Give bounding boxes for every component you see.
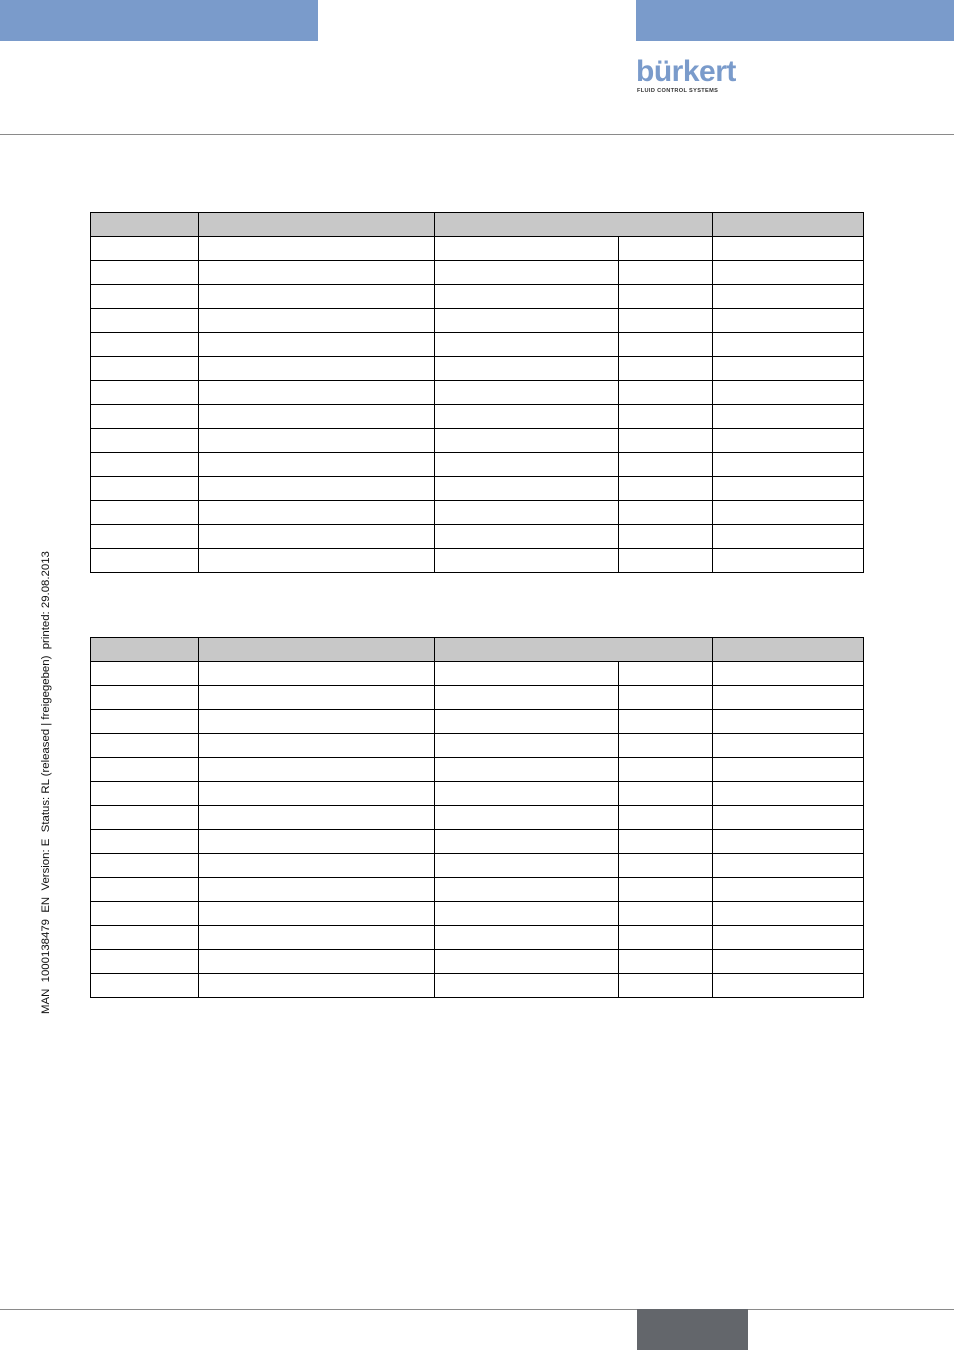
table-cell: [435, 549, 619, 573]
table-cell: [619, 782, 713, 806]
table-cell: [199, 758, 435, 782]
table-cell: [619, 830, 713, 854]
table-cell: [199, 926, 435, 950]
table-cell: [713, 686, 864, 710]
table-cell: [435, 806, 619, 830]
table-row: [91, 357, 864, 381]
table-cell: [91, 429, 199, 453]
table-cell: [713, 974, 864, 998]
table-cell: [619, 950, 713, 974]
table-cell: [619, 237, 713, 261]
logo-tagline: FLUID CONTROL SYSTEMS: [637, 88, 719, 94]
table-cell: [91, 357, 199, 381]
table-cell: [713, 261, 864, 285]
table-cell: [91, 878, 199, 902]
table-cell: [199, 974, 435, 998]
table-cell: [713, 830, 864, 854]
table-row: [91, 734, 864, 758]
table-row: [91, 525, 864, 549]
table-cell: [199, 357, 435, 381]
table-cell: [91, 854, 199, 878]
table-cell: [435, 878, 619, 902]
table-cell: [199, 429, 435, 453]
table-cell: [199, 549, 435, 573]
table-row: [91, 902, 864, 926]
table-cell: [713, 381, 864, 405]
table-header-cell: [435, 638, 713, 662]
table-cell: [435, 477, 619, 501]
table-cell: [91, 926, 199, 950]
table-cell: [435, 453, 619, 477]
table-cell: [713, 501, 864, 525]
table-cell: [619, 501, 713, 525]
table-cell: [713, 902, 864, 926]
table-row: [91, 381, 864, 405]
table-cell: [199, 381, 435, 405]
table-cell: [619, 261, 713, 285]
table-cell: [91, 285, 199, 309]
table-cell: [91, 830, 199, 854]
table-cell: [91, 758, 199, 782]
table-cell: [435, 333, 619, 357]
table-cell: [619, 878, 713, 902]
table-cell: [713, 429, 864, 453]
table-cell: [435, 429, 619, 453]
table-header-cell: [435, 213, 713, 237]
table-cell: [199, 710, 435, 734]
table-cell: [713, 950, 864, 974]
blank-form-table-2: [90, 637, 864, 998]
table-cell: [713, 662, 864, 686]
table-cell: [91, 662, 199, 686]
table-cell: [713, 357, 864, 381]
table-cell: [199, 309, 435, 333]
table-cell: [91, 686, 199, 710]
table-row: [91, 501, 864, 525]
table-cell: [619, 854, 713, 878]
table-cell: [91, 902, 199, 926]
table-cell: [619, 309, 713, 333]
table-cell: [91, 806, 199, 830]
table-cell: [619, 333, 713, 357]
logo-wordmark: bürkert: [636, 55, 736, 88]
table-cell: [713, 477, 864, 501]
table-cell: [713, 782, 864, 806]
table-row: [91, 549, 864, 573]
table-cell: [435, 782, 619, 806]
table-row: [91, 782, 864, 806]
table-row: [91, 710, 864, 734]
table-cell: [435, 758, 619, 782]
table-cell: [91, 782, 199, 806]
table-row: [91, 758, 864, 782]
table-row: [91, 854, 864, 878]
table-row: [91, 237, 864, 261]
table-cell: [435, 525, 619, 549]
table-header-cell: [713, 213, 864, 237]
table-cell: [199, 261, 435, 285]
table-cell: [435, 285, 619, 309]
table-cell: [619, 549, 713, 573]
table-cell: [91, 477, 199, 501]
blank-form-table-1: [90, 212, 864, 573]
table-cell: [91, 333, 199, 357]
table-row: [91, 333, 864, 357]
table-header-cell: [91, 213, 199, 237]
table-header-cell: [713, 638, 864, 662]
table-cell: [619, 710, 713, 734]
table-cell: [435, 237, 619, 261]
table-cell: [91, 405, 199, 429]
table-cell: [199, 734, 435, 758]
table-cell: [619, 381, 713, 405]
table-row: [91, 309, 864, 333]
table-cell: [199, 453, 435, 477]
table-cell: [435, 734, 619, 758]
table-cell: [713, 285, 864, 309]
table-cell: [199, 405, 435, 429]
table-cell: [435, 854, 619, 878]
table-cell: [91, 549, 199, 573]
table-cell: [713, 878, 864, 902]
table-row: [91, 662, 864, 686]
table-header-cell: [199, 638, 435, 662]
table-cell: [91, 525, 199, 549]
table-cell: [713, 237, 864, 261]
table-cell: [619, 285, 713, 309]
table-cell: [435, 357, 619, 381]
table-row: [91, 686, 864, 710]
table-row: [91, 926, 864, 950]
table-cell: [713, 405, 864, 429]
table-cell: [619, 453, 713, 477]
table-row: [91, 405, 864, 429]
table-cell: [713, 806, 864, 830]
table-cell: [199, 806, 435, 830]
table-cell: [199, 854, 435, 878]
table-cell: [435, 974, 619, 998]
table-cell: [435, 686, 619, 710]
table-cell: [619, 734, 713, 758]
table-row: [91, 878, 864, 902]
table-cell: [619, 477, 713, 501]
table-header-row: [91, 213, 864, 237]
table-cell: [435, 926, 619, 950]
table-cell: [619, 806, 713, 830]
table-cell: [713, 453, 864, 477]
page-number-tab: [637, 1309, 748, 1350]
table-cell: [619, 926, 713, 950]
table-cell: [619, 758, 713, 782]
table-cell: [91, 734, 199, 758]
table-cell: [435, 405, 619, 429]
table-cell: [619, 974, 713, 998]
table-cell: [91, 261, 199, 285]
table-cell: [199, 525, 435, 549]
table-cell: [199, 950, 435, 974]
table-cell: [435, 902, 619, 926]
table-cell: [435, 381, 619, 405]
table-row: [91, 285, 864, 309]
table-cell: [619, 429, 713, 453]
table-cell: [713, 758, 864, 782]
table-cell: [435, 830, 619, 854]
table-cell: [199, 686, 435, 710]
table-cell: [91, 950, 199, 974]
table-cell: [619, 902, 713, 926]
table-cell: [435, 662, 619, 686]
table-cell: [199, 285, 435, 309]
table-cell: [435, 950, 619, 974]
table-cell: [619, 686, 713, 710]
table-row: [91, 806, 864, 830]
table-row: [91, 477, 864, 501]
table-row: [91, 261, 864, 285]
table-cell: [91, 237, 199, 261]
table-cell: [713, 525, 864, 549]
table-cell: [199, 902, 435, 926]
header-band-left: [0, 0, 318, 41]
table-cell: [713, 854, 864, 878]
table-row: [91, 950, 864, 974]
table-cell: [713, 333, 864, 357]
table-row: [91, 830, 864, 854]
table-cell: [619, 357, 713, 381]
table-cell: [435, 309, 619, 333]
table-cell: [713, 710, 864, 734]
table-cell: [199, 237, 435, 261]
table-cell: [199, 662, 435, 686]
table-cell: [619, 662, 713, 686]
table-cell: [91, 710, 199, 734]
table-cell: [713, 734, 864, 758]
table-header-cell: [199, 213, 435, 237]
table-header-row: [91, 638, 864, 662]
table-cell: [91, 309, 199, 333]
table-cell: [199, 782, 435, 806]
table-cell: [199, 501, 435, 525]
table-cell: [619, 405, 713, 429]
table-header-cell: [91, 638, 199, 662]
table-cell: [199, 878, 435, 902]
header-band-right: [636, 0, 954, 41]
table-cell: [619, 525, 713, 549]
table-cell: [91, 974, 199, 998]
table-cell: [199, 333, 435, 357]
table-cell: [91, 381, 199, 405]
table-row: [91, 974, 864, 998]
table-cell: [713, 549, 864, 573]
table-cell: [435, 261, 619, 285]
footer-rule: [0, 1309, 954, 1310]
table-cell: [199, 477, 435, 501]
table-row: [91, 429, 864, 453]
table-cell: [435, 501, 619, 525]
header-rule: [0, 134, 954, 135]
table-cell: [91, 501, 199, 525]
table-row: [91, 453, 864, 477]
table-cell: [91, 453, 199, 477]
table-cell: [713, 926, 864, 950]
table-cell: [713, 309, 864, 333]
burkert-logo: [636, 56, 736, 96]
table-cell: [199, 830, 435, 854]
table-cell: [435, 710, 619, 734]
document-status-note: MAN 1000138479 EN Version: E Status: RL (released | freigegeben) printed: 29.08.2013: [40, 551, 52, 1014]
